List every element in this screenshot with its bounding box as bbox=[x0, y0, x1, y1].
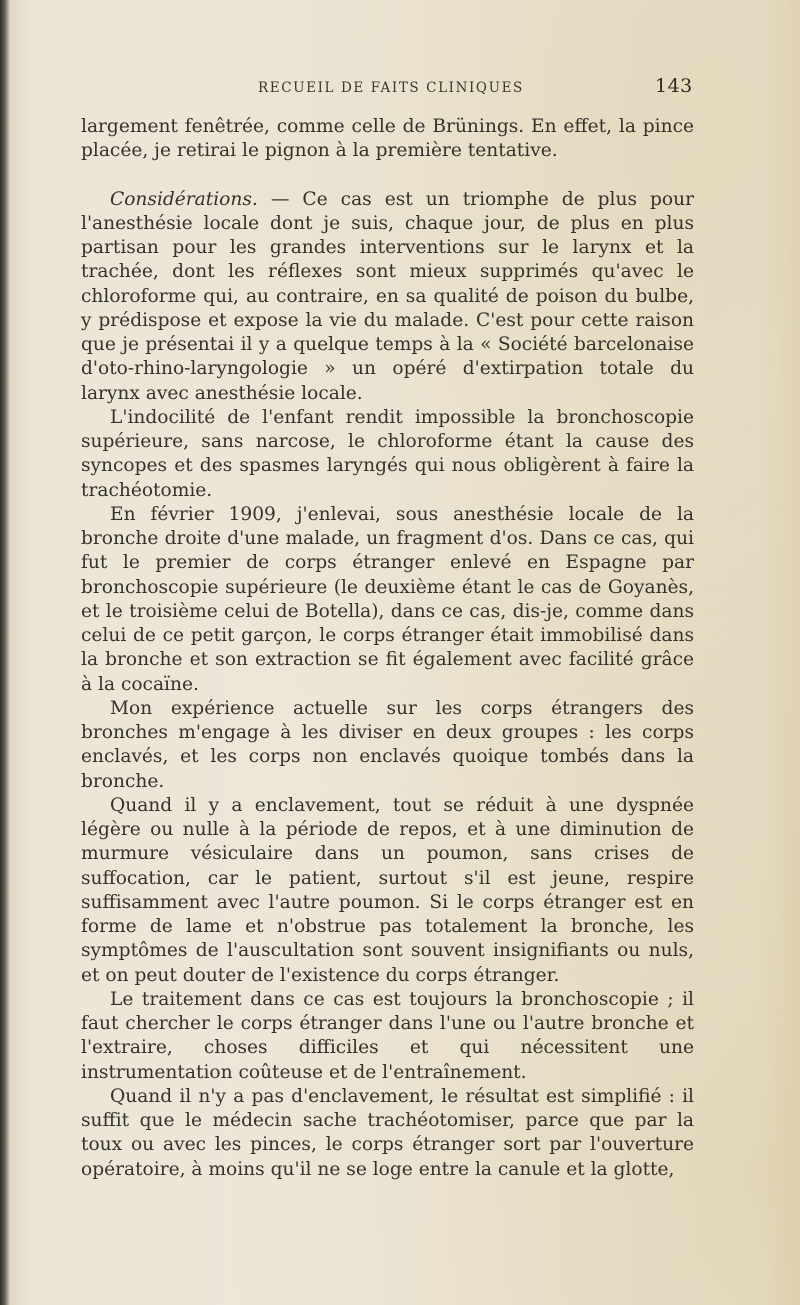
page-header bbox=[0, 77, 800, 101]
paragraph-text: Mon expérience actuelle sur les corps étrangers des bronches m'engage à les diviser en deux groupes : les corps enclavés, et les corps non enclavés quoique tombés dans la bronche. bbox=[81, 697, 694, 792]
paragraph-text: — Ce cas est un triomphe de plus pour l'anesthésie locale dont je suis, chaque jour, de plus en plus partisan pour les grandes interventions sur le larynx et la trachée, dont les réflexes sont mieux supprimés qu'avec le chloroforme qui, au contraire, en sa qualité de poison du bulbe, y prédispose et expose la vie du malade. C'est pour cette raison que je présentai il y a quelque temps à la « Société barcelonaise d'oto-rhino-laryngologie » un opéré d'extirpation totale du larynx avec anesthésie locale. bbox=[81, 188, 694, 404]
paragraph-considerations bbox=[81, 188, 694, 406]
paragraph bbox=[81, 697, 694, 794]
paragraph-text: largement fenêtrée, comme celle de Brünings. En effet, la pince placée, je retirai le pignon à la première tentative. bbox=[81, 116, 694, 162]
paragraph-text: Quand il n'y a pas d'enclavement, le résultat est simplifié : il suffit que le médecin sache trachéotomiser, parce que par la toux ou avec les pinces, le corps étranger sort par l'ouverture opératoire, à moins qu'il ne se loge entre la canule et la glotte, bbox=[81, 1085, 694, 1180]
paragraph bbox=[81, 1085, 694, 1182]
page-number: 143 bbox=[655, 75, 693, 97]
paragraph-text: En février 1909, j'enlevai, sous anesthésie locale de la bronche droite d'une malade, un fragment d'os. Dans ce cas, qui fut le premier de corps étranger enlevé en Espagne par bronchoscopie supérieure (le deuxième étant le cas de Goyanès, et le troisième celui de Botella), dans ce cas, dis-je, comme dans celui de ce petit garçon, le corps étranger était immobilisé dans la bronche et son extraction se fit également avec facilité grâce à la cocaïne. bbox=[81, 503, 694, 695]
running-title: RECUEIL DE FAITS CLINIQUES bbox=[258, 80, 524, 96]
section-label: Considérations. bbox=[110, 188, 258, 210]
paragraph-text: L'indocilité de l'enfant rendit impossible la bronchoscopie supérieure, sans narcose, le chloroforme étant la cause des syncopes et des spasmes laryngés qui nous obligèrent à faire la trachéotomie. bbox=[81, 406, 694, 501]
paragraph-text: Le traitement dans ce cas est toujours la bronchoscopie ; il faut chercher le corps étranger dans l'une ou l'autre bronche et l'extraire, choses difficiles et qui nécessitent une instrumentation coûteuse et de l'entraînement. bbox=[81, 988, 694, 1083]
body-text bbox=[81, 115, 694, 1182]
paragraph bbox=[81, 503, 694, 697]
paragraph bbox=[81, 988, 694, 1085]
paragraph bbox=[81, 406, 694, 503]
page-binding-edge bbox=[0, 0, 10, 1305]
paragraph-text: Quand il y a enclavement, tout se réduit à une dyspnée légère ou nulle à la période de repos, et à une diminution de murmure vésiculaire dans un poumon, sans crises de suffocation, car le patient, surtout s'il est jeune, respire suffisamment avec l'autre poumon. Si le corps étranger est en forme de lame et n'obstrue pas totalement la bronche, les symptômes de l'auscultation sont souvent insignifiants ou nuls, et on peut douter de l'existence du corps étranger. bbox=[81, 794, 694, 986]
paragraph bbox=[81, 115, 694, 164]
paragraph bbox=[81, 794, 694, 988]
